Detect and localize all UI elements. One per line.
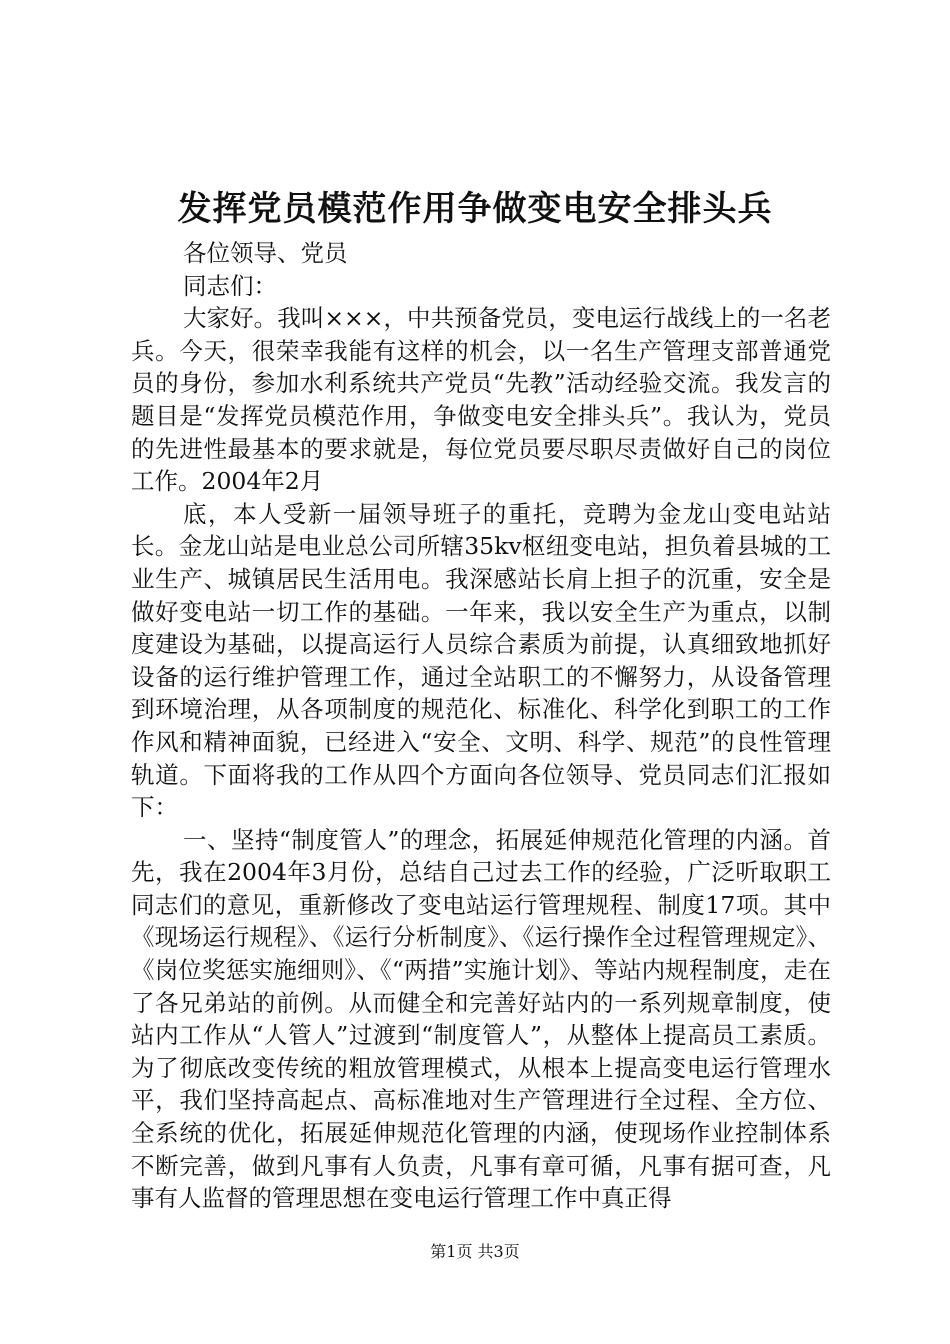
page-footer: 第1页 共3页 [430, 1242, 520, 1261]
document-title: 发挥党员模范作用争做变电安全排头兵 [177, 189, 773, 229]
document-body [131, 237, 831, 1215]
paragraph-2: 底，本人受新一届领导班子的重托，竞聘为金龙山变电站站长。金龙山站是电业总公司所辖35kv枢纽变电站，担负着县城的工业生产、城镇居民生活用电。我深感站长肩上担子的沉重，安全是做好变电站一切工作的基础。一年来，我以安全生产为重点，以制度建设为基础，以提高运行人员综合素质为前提，认真细致地抓好设备的运行维护管理工作，通过全站职工的不懈努力，从设备管理到环境治理，从各项制度的规范化、标准化、科学化到职工的工作作风和精神面貌，已经进入“安全、文明、科学、规范”的良性管理轨道。下面将我的工作从四个方面向各位领导、党员同志们汇报如下： [131, 499, 831, 822]
salutation-line-1: 各位领导、党员 [183, 239, 348, 267]
salutation-line-2: 同志们： [183, 271, 277, 300]
paragraph-1: 大家好。我叫×××，中共预备党员，变电运行战线上的一名老兵。今天，很荣幸我能有这样的机会，以一名生产管理支部普通党员的身份，参加水利系统共产党员“先教”活动经验交流。我发言的题目是“发挥党员模范作用，争做变电安全排头兵”。我认为，党员的先进性最基本的要求就是，每位党员要尽职尽责做好自己的岗位工作。2004年2月 [131, 304, 831, 496]
paragraph-3: 一、坚持“制度管人”的理念，拓展延伸规范化管理的内涵。首先，我在2004年3月份，总结自己过去工作的经验，广泛听取职工同志们的意见，重新修改了变电站运行管理规程、制度17项。其中《现场运行规程》、《运行分析制度》、《运行操作全过程管理规定》、《岗位奖惩实施细则》、《“两措”实施计划》、等站内规程制度，走在了各兄弟站的前例。从而健全和完善好站内的一系列规章制度，使站内工作从“人管人”过渡到“制度管人”，从整体上提高员工素质。为了彻底改变传统的粗放管理模式，从根本上提高变电运行管理水平，我们坚持高起点、高标准地对生产管理进行全过程、全方位、全系统的优化，拓展延伸规范化管理的内涵，使现场作业控制体系不断完善，做到凡事有人负责，凡事有章可循，凡事有据可查，凡事有人监督的管理思想在变电运行管理工作中真正得 [131, 825, 831, 1213]
